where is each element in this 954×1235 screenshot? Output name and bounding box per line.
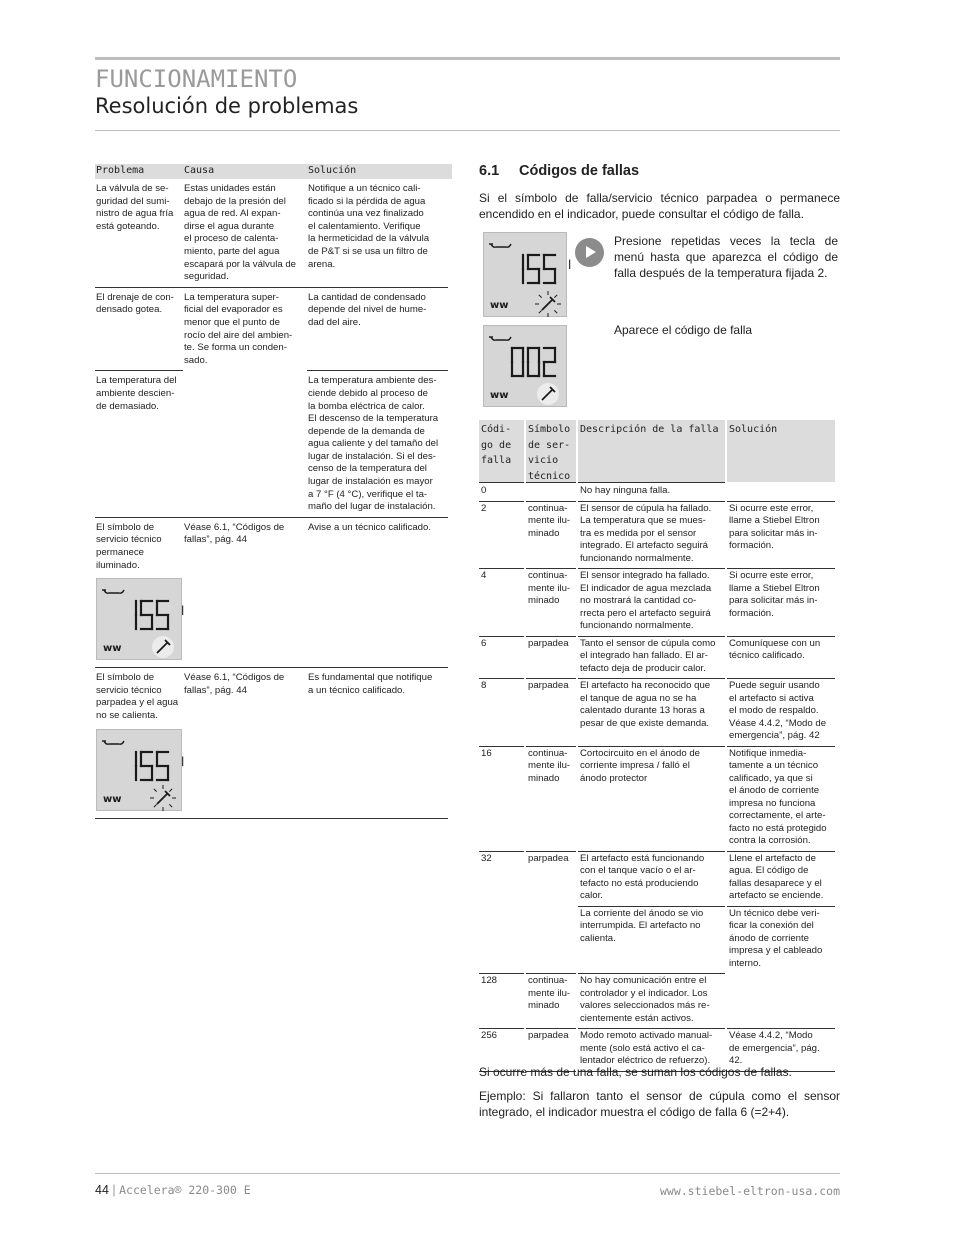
- tank-icon: [102, 741, 124, 744]
- text-line: funcionando normalmente.: [580, 620, 694, 631]
- text-line: ciende debido al proceso de: [308, 387, 429, 399]
- text-line: rocío del aire del ambien-: [184, 329, 293, 341]
- table-row: [95, 667, 452, 817]
- text-line: Puede seguir usando: [729, 680, 820, 691]
- text-line: servicio técnico: [96, 534, 162, 546]
- cell-symbol: [526, 636, 576, 679]
- text-line: agua. El código de: [729, 865, 809, 876]
- text-line: el ánodo de corriente: [729, 785, 820, 796]
- table-end-rule: [95, 818, 452, 819]
- text-line: controlador y el indicador. Los: [580, 987, 708, 999]
- text-line: seguridad.: [184, 271, 229, 283]
- text-line: Notifique a un técnico cali-: [308, 183, 421, 194]
- cell-description: [578, 568, 725, 636]
- text-line: El sensor de cúpula ha fallado.: [580, 502, 712, 514]
- text-line: Véase 4.4.2, “Modo de: [729, 717, 827, 729]
- fault-row: [479, 636, 838, 679]
- text-line: el artefacto si activa: [729, 692, 814, 704]
- text-line: tefacto no está produciendo: [580, 877, 699, 889]
- table-header: [95, 164, 452, 179]
- cell-symbol: [526, 568, 576, 636]
- text-line: formación.: [729, 540, 774, 551]
- cell-solution: [727, 973, 835, 1028]
- text-line: artefacto se enciende.: [729, 890, 824, 901]
- text-line: Estas unidades están: [184, 183, 276, 194]
- header-solution: [727, 420, 835, 482]
- text-line: Descripción de la falla: [580, 424, 719, 435]
- text-line: minado: [528, 527, 560, 539]
- text-line: valores seleccionados más re-: [580, 1000, 710, 1011]
- text-line: continua-: [528, 975, 568, 986]
- instruction-text: Presione repetidas veces la tecla de menú hasta que aparezca el código de falla después de la temperatura fijada 2.: [614, 234, 838, 280]
- lcd-digit: [157, 601, 168, 629]
- end-rule-segment: [183, 818, 307, 819]
- text-line: sado.: [184, 354, 208, 366]
- text-line: mente ilu-: [528, 582, 571, 594]
- fault-code: 32: [481, 852, 492, 864]
- text-line: La temperatura ambiente des-: [308, 375, 437, 387]
- lcd-digit: [141, 752, 152, 780]
- lcd-display: [96, 578, 185, 660]
- text-line: fallas”, pág. 44: [184, 534, 247, 546]
- text-line: ánodo de corriente: [729, 932, 810, 944]
- text-line: parpadea: [528, 852, 569, 864]
- text-line: Si ocurre este error,: [729, 502, 814, 514]
- text-line: depende del nivel de hume-: [308, 304, 427, 316]
- text-line: la bomba eléctrica de calor.: [308, 400, 425, 412]
- text-line: debajo de la presión del: [184, 195, 286, 207]
- header-problem: Problema: [96, 165, 145, 177]
- text-line: La temperatura super-: [184, 291, 279, 303]
- text-line: facto no está protegido: [729, 822, 827, 834]
- cell-symbol: [526, 678, 576, 746]
- text-line: La temperatura del: [96, 375, 177, 387]
- text-line: arena.: [308, 258, 336, 270]
- lcd-unit: l: [568, 258, 572, 272]
- cell-description: [578, 906, 725, 974]
- text-line: de emergencia”, pág.: [729, 1042, 820, 1054]
- troubleshooting-table: [95, 164, 452, 819]
- text-line: continúa una vez finalizado: [308, 208, 424, 220]
- text-line: Notifique inmedia-: [729, 747, 807, 759]
- text-line: continua-: [528, 502, 568, 514]
- table-row: [95, 179, 452, 287]
- text-line: interrumpida. El artefacto no: [580, 920, 701, 931]
- tank-icon: [489, 244, 511, 247]
- page-title: Resolución de problemas: [95, 94, 359, 118]
- display-caption: Aparece el código de falla: [614, 323, 753, 337]
- text-line: dad del aire.: [308, 316, 361, 328]
- text-line: El drenaje de con-: [96, 291, 174, 303]
- header-solution: Solución: [308, 165, 357, 177]
- cell-solution: [307, 517, 448, 664]
- fault-row: [479, 482, 838, 501]
- text-line: continua-: [528, 570, 568, 581]
- text-line: lentador eléctrico de refuerzo).: [580, 1055, 711, 1066]
- text-line: parpadea: [528, 637, 569, 649]
- text-line: pesar de que existe demanda.: [580, 717, 710, 729]
- text-line: No hay comunicación entre el: [580, 975, 707, 986]
- lcd-digit: [544, 255, 555, 283]
- fault-code: 128: [481, 975, 498, 986]
- cell-description: [578, 973, 725, 1028]
- text-line: el proceso de calenta-: [184, 233, 279, 245]
- cell-code: [479, 973, 524, 1028]
- text-line: impresa y el cableado: [729, 945, 823, 956]
- text-line: La cantidad de condensado: [308, 291, 426, 303]
- header-code: [479, 420, 524, 482]
- fault-row: [479, 973, 838, 1028]
- fault-code: 16: [481, 747, 492, 759]
- text-line: escapará por la válvula de: [184, 258, 296, 270]
- text-line: mente ilu-: [528, 987, 571, 999]
- cell-solution: [727, 501, 835, 569]
- text-line: maño del lugar de instalación.: [308, 501, 436, 513]
- text-line: ficar la conexión del: [729, 920, 814, 931]
- text-line: El artefacto está funcionando: [580, 852, 705, 864]
- lcd-digit: [528, 348, 539, 376]
- cell-code: [479, 906, 524, 974]
- ww-icon: ww: [103, 793, 122, 805]
- text-line: para solicitar más in-: [729, 595, 818, 606]
- cell-symbol: [526, 746, 576, 851]
- end-rule-segment: [95, 818, 183, 819]
- cell-cause: [183, 517, 307, 664]
- cell-problem: [95, 287, 183, 368]
- cell-description: [578, 636, 725, 679]
- lcd-unit: l: [181, 604, 185, 619]
- ww-icon: ww: [490, 300, 509, 311]
- wrench-icon: [157, 791, 170, 804]
- fault-code: 256: [481, 1030, 498, 1041]
- text-line: minado: [528, 1000, 560, 1011]
- text-line: No hay ninguna falla.: [580, 485, 671, 496]
- cell-symbol: [526, 851, 576, 906]
- text-line: 42.: [729, 1055, 743, 1066]
- text-line: parpadea y el agua: [96, 697, 179, 709]
- cell-description: [578, 482, 725, 501]
- cell-cause: [183, 287, 307, 368]
- text-line: el modo de respaldo.: [729, 705, 819, 716]
- header-description: [578, 420, 725, 482]
- text-line: go de: [481, 439, 512, 451]
- cell-solution: [727, 906, 835, 974]
- text-line: la hermeticidad de la válvula: [308, 233, 430, 245]
- text-line: tamente a un técnico: [729, 760, 819, 771]
- cell-solution: [727, 746, 835, 851]
- text-line: El indicador de agua mezclada: [580, 582, 712, 594]
- text-line: ambiente descien-: [96, 387, 175, 399]
- text-line: calienta.: [580, 932, 616, 944]
- lcd-digit: [157, 752, 168, 780]
- text-line: técnico calificado.: [729, 650, 805, 661]
- text-line: La válvula de se-: [96, 183, 169, 194]
- text-line: dirse el agua durante: [184, 220, 275, 232]
- text-line: de ser-: [528, 439, 571, 451]
- text-line: El símbolo de: [96, 521, 155, 533]
- text-line: impresa no funciona: [729, 797, 816, 809]
- cell-solution: [727, 482, 835, 501]
- fault-row: [479, 906, 838, 974]
- text-line: fallas desaparece y el: [729, 877, 822, 889]
- fault-row: [479, 746, 838, 851]
- text-line: correctamente, el arte-: [729, 810, 826, 821]
- text-line: servicio técnico: [96, 684, 162, 696]
- text-line: vicio: [528, 455, 559, 466]
- tank-icon: [102, 590, 124, 593]
- text-line: mente ilu-: [528, 760, 571, 771]
- header-rule: [95, 130, 840, 131]
- text-line: parpadea: [528, 1030, 569, 1041]
- header-cause: Causa: [184, 165, 215, 177]
- table-row: [95, 517, 452, 667]
- text-line: falla: [481, 455, 512, 466]
- ww-icon: ww: [490, 390, 509, 401]
- cell-solution: [727, 851, 835, 906]
- section-number: 6.1: [479, 163, 500, 179]
- product-name: Accelera® 220-300 E: [119, 1183, 251, 1197]
- text-line: llame a Stiebel Eltron: [729, 515, 820, 526]
- fault-code: 2: [481, 502, 487, 514]
- text-line: Es fundamental que notifique: [308, 672, 433, 684]
- cell-description: [578, 851, 725, 906]
- text-line: menor que el punto de: [184, 316, 281, 328]
- text-line: Tanto el sensor de cúpula como: [580, 637, 716, 649]
- note-multiple-faults: Si ocurre más de una falla, se suman los códigos de fallas.: [479, 1065, 792, 1079]
- text-line: funcionando normalmente.: [580, 552, 694, 564]
- text-line: Modo remoto activado manual-: [580, 1030, 713, 1041]
- text-line: Cortocircuito en el ánodo de: [580, 747, 700, 759]
- text-line: El sensor integrado ha fallado.: [580, 570, 710, 581]
- lcd-digit: [512, 348, 523, 376]
- fault-row: [479, 568, 838, 636]
- cell-solution: [307, 179, 448, 284]
- chapter-title: FUNCIONAMIENTO: [95, 65, 298, 93]
- cell-problem: [95, 667, 183, 814]
- text-line: ánodo protector: [580, 772, 648, 784]
- cell-problem: [95, 179, 183, 284]
- cell-code: [479, 678, 524, 746]
- footer-rule: [95, 1173, 840, 1174]
- text-line: interno.: [729, 957, 761, 969]
- fault-code: 8: [481, 680, 487, 691]
- text-line: ficial del evaporador es: [184, 304, 283, 316]
- footer-page-info: [95, 1183, 251, 1197]
- cell-code: [479, 851, 524, 906]
- cell-symbol: [526, 973, 576, 1028]
- text-line: rrecta pero el artefacto seguirá: [580, 607, 711, 619]
- text-line: a un técnico calificado.: [308, 684, 406, 696]
- text-line: El descenso de la temperatura: [308, 413, 439, 425]
- text-line: cientemente están activos.: [580, 1012, 694, 1024]
- text-line: agua caliente y del tamaño del: [308, 438, 439, 450]
- section-intro: Si el símbolo de falla/servicio técnico parpadea o permanece encendido en el indicador, puede consultar el código de falla.: [479, 191, 840, 221]
- note-example: Ejemplo: Si fallaron tanto el sensor de cúpula como el sensor integrado, el indicador muestra el código de falla 6 (=2+4).: [479, 1089, 840, 1119]
- text-line: Un técnico debe veri-: [729, 907, 820, 919]
- fault-code: 4: [481, 570, 487, 581]
- cell-solution: [727, 678, 835, 746]
- text-line: ficado si la pérdida de agua: [308, 195, 426, 207]
- cell-solution: [307, 287, 448, 368]
- text-line: de demasiado.: [96, 400, 159, 412]
- text-line: Símbolo: [528, 424, 571, 435]
- text-line: parpadea: [528, 680, 569, 691]
- text-line: Comuníquese con un: [729, 637, 821, 649]
- text-line: de P&T si se usa un filtro de: [308, 245, 428, 257]
- cell-problem: [95, 517, 183, 664]
- text-line: te. Se forma un conden-: [184, 342, 287, 354]
- text-line: emergencia”, pág. 42: [729, 730, 820, 741]
- text-line: no mostrará la cantidad co-: [580, 595, 697, 606]
- text-line: minado: [528, 772, 560, 784]
- text-line: para solicitar más in-: [729, 527, 818, 539]
- text-line: corriente impresa / falló el: [580, 760, 690, 771]
- cell-cause: [183, 179, 307, 284]
- footer-url[interactable]: www.stiebel-eltron-usa.com: [659, 1184, 840, 1198]
- cell-code: [479, 501, 524, 569]
- cell-symbol: [526, 482, 576, 501]
- fault-code: 6: [481, 637, 487, 649]
- text-line: depende de la demanda de: [308, 425, 425, 437]
- text-line: el integrado han fallado. El ar-: [580, 650, 708, 661]
- fault-code-table: [479, 420, 838, 1072]
- text-line: está goteando.: [96, 220, 160, 232]
- text-line: el calentamiento. Verifique: [308, 220, 421, 232]
- cell-code: [479, 746, 524, 851]
- fault-row: [479, 851, 838, 906]
- fault-row: [479, 678, 838, 746]
- text-line: censo de la temperatura del: [308, 463, 427, 475]
- cell-symbol: [526, 501, 576, 569]
- text-line: Véase 6.1, “Códigos de: [184, 521, 285, 533]
- text-line: densado gotea.: [96, 304, 163, 316]
- text-line: nistro de agua fría: [96, 208, 174, 220]
- footer-separator: |: [112, 1183, 116, 1197]
- text-line: El artefacto ha reconocido que: [580, 680, 711, 691]
- wrench-icon: [542, 297, 555, 310]
- page-number: 44: [95, 1183, 109, 1197]
- cell-solution: [727, 568, 835, 636]
- text-line: continua-: [528, 747, 568, 759]
- text-line: con el tanque vacío o el ar-: [580, 865, 696, 876]
- text-line: llame a Stiebel Eltron: [729, 582, 820, 594]
- text-line: permanece: [96, 547, 144, 559]
- header-symbol: [526, 420, 576, 482]
- lcd-unit: l: [181, 754, 185, 769]
- cell-cause: [183, 370, 307, 514]
- text-line: La corriente del ánodo se vio: [580, 907, 704, 919]
- top-rule: [95, 57, 840, 60]
- fault-code: 0: [481, 485, 487, 496]
- lcd-digit: [528, 255, 539, 283]
- text-line: mente ilu-: [528, 515, 571, 526]
- cell-description: [578, 501, 725, 569]
- play-arrow-icon: [575, 238, 604, 267]
- ww-icon: ww: [103, 643, 122, 655]
- text-line: fallas”, pág. 44: [184, 684, 247, 696]
- text-line: no se calienta.: [96, 710, 158, 721]
- text-line: minado: [528, 595, 560, 606]
- text-line: tra es medida por el sensor: [580, 527, 697, 539]
- text-line: agua de red. Al expan-: [184, 208, 281, 220]
- text-line: Solución: [729, 424, 778, 435]
- text-line: integrado. El artefacto seguirá: [580, 540, 708, 551]
- cell-code: [479, 568, 524, 636]
- cell-description: [578, 746, 725, 851]
- text-line: Códi-: [481, 424, 512, 435]
- text-line: guridad del sumi-: [96, 195, 170, 207]
- text-line: La temperatura que se mues-: [580, 515, 706, 526]
- text-line: calor.: [580, 890, 603, 901]
- fault-row: [479, 501, 838, 569]
- text-line: el tanque de agua no se ha: [580, 692, 697, 704]
- cell-solution: [307, 667, 448, 814]
- text-line: lugar de instalación. Si el des-: [308, 450, 436, 462]
- text-line: contra la corrosión.: [729, 835, 811, 846]
- lcd-digit: [141, 601, 152, 629]
- text-line: El símbolo de: [96, 672, 155, 684]
- text-line: miento, parte del agua: [184, 245, 280, 257]
- cell-code: [479, 482, 524, 501]
- text-line: a 7 °F (4 °C), verifique el ta-: [308, 488, 428, 500]
- cell-code: [479, 636, 524, 679]
- text-line: calificado, ya que si: [729, 772, 813, 784]
- cell-problem: [95, 370, 183, 514]
- text-line: lugar de instalación es mayor: [308, 476, 433, 488]
- cell-solution: [307, 370, 448, 514]
- tank-icon: [489, 337, 511, 340]
- table-row: [95, 370, 452, 517]
- table-row: [95, 287, 452, 371]
- lcd-display-code: [483, 325, 567, 407]
- text-line: iluminado.: [96, 559, 140, 571]
- cell-cause: [183, 667, 307, 814]
- text-line: Avise a un técnico calificado.: [308, 521, 432, 533]
- text-line: Véase 4.4.2, “Modo: [729, 1030, 813, 1041]
- lcd-display: [96, 729, 185, 811]
- cell-symbol: [526, 906, 576, 974]
- text-line: formación.: [729, 607, 774, 619]
- cell-description: [578, 678, 725, 746]
- text-line: Llene el artefacto de: [729, 852, 816, 864]
- text-line: Véase 6.1, “Códigos de: [184, 672, 285, 684]
- section-title: Códigos de fallas: [519, 163, 640, 179]
- text-line: Si ocurre este error,: [729, 570, 814, 581]
- text-line: mente (solo está activo el ca-: [580, 1042, 705, 1054]
- text-line: técnico: [528, 470, 571, 482]
- lcd-display-blinking: [483, 232, 572, 317]
- lcd-digit: [544, 348, 555, 376]
- end-rule-segment: [307, 818, 448, 819]
- text-line: tefacto deja de producir calor.: [580, 662, 706, 674]
- cell-solution: [727, 636, 835, 679]
- fault-table-header: [479, 420, 838, 482]
- text-line: calentado durante 13 horas a: [580, 705, 705, 716]
